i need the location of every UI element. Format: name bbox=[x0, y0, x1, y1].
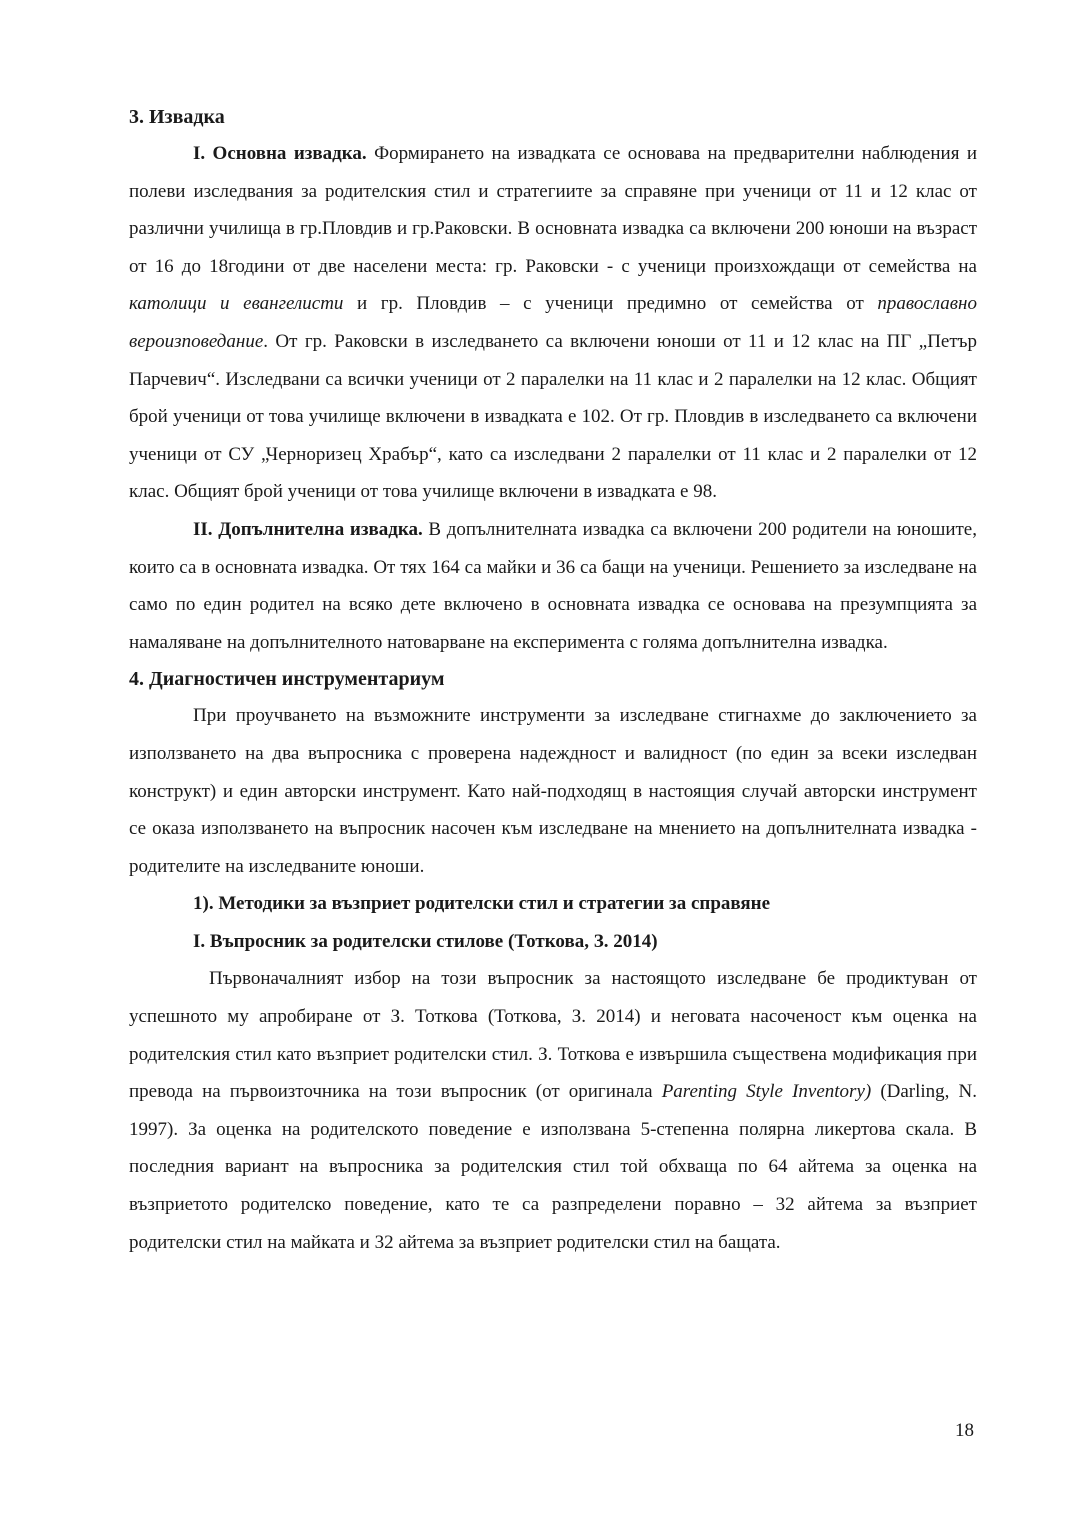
questionnaire-text-2: (Darling, N. 1997). За оценка на родителското поведение е използвана 5-степенна полярна ликертова скала. В последния вариант на въпросника за родителския стил той обхваща по 64 айтема за оценка на възприетото родителско поведение, като те са разпределени поравно – 32 айтема за възприет родителски стил на майката и 32 айтема за възприет родителски стил на бащата. bbox=[129, 1081, 977, 1253]
additional-sample-paragraph bbox=[129, 511, 977, 661]
main-sample-italic-2: православно вероизповедание bbox=[129, 293, 977, 352]
main-sample-italic-1: католици и евангелисти bbox=[129, 293, 344, 315]
page-content bbox=[129, 99, 977, 1261]
questionnaire-paragraph bbox=[129, 960, 977, 1261]
main-sample-label: І. Основна извадка. bbox=[193, 143, 367, 164]
main-sample-text-2: и гр. Пловдив – с ученици предимно от семейства от bbox=[343, 293, 878, 315]
main-sample-text-3: . От гр. Раковски в изследването са включени юноши от 11 и 12 клас на ПГ „Петър Парчевич“. Изследвани са всички ученици от 2 паралелки на 11 клас и 2 паралелки на 12 клас. Общият брой ученици от това училище включени в извадката е 102. От гр. Пловдив в изследването са включени ученици от СУ „Черноризец Храбър“, като са изследвани 2 паралелки от 11 клас и 2 паралелки от 12 клас. Общият брой ученици от това училище включени в извадката е 98. bbox=[129, 330, 977, 503]
additional-sample-text: В допълнителната извадка са включени 200 родители на юношите, които са в основната извадка. От тях 164 са майки и 36 са бащи на ученици. Решението за изследване на само по един родител на всяко дете включено в основната извадка се основава на презумпцията за намаляване на допълнителното натоварване на експеримента с голяма допълнителна извадка. bbox=[129, 518, 977, 653]
main-sample-paragraph bbox=[129, 135, 977, 511]
questionnaire-text-1: Първоначалният избор на този въпросник за настоящото изследване бе продиктуван от успешното му апробиране от З. Тоткова (Тоткова, З. 2014) и неговата насоченост към оценка на родителския стил като възприет родителски стил. З. Тоткова е извършила съществена модификация при превода на първоизточника на този въпросник (от оригинала bbox=[129, 968, 977, 1103]
section-3-heading: 3. Извадка bbox=[129, 106, 225, 128]
main-sample-text-1: Формирането на извадката се основава на предварителни наблюдения и полеви изследвания за родителския стил и стратегиите за справяне при ученици от 11 и 12 клас от различни училища в гр.Пловдив и гр.Раковски. В основната извадка са включени 200 юноши на възраст от 16 до 18години от две населени места: гр. Раковски - с ученици произхождащи от семейства на bbox=[129, 143, 977, 277]
questionnaire-italic: Parenting Style Inventory) bbox=[661, 1081, 872, 1103]
page-number: 18 bbox=[955, 1420, 974, 1441]
additional-sample-label: ІІ. Допълнителна извадка. bbox=[193, 518, 423, 540]
section-4-heading: 4. Диагностичен инструментариум bbox=[129, 668, 445, 691]
instruments-paragraph: При проучването на възможните инструменти за изследване стигнахме до заключението за използването на два въпросника с проверена надеждност и валидност (по един за всеки изследван конструкт) и един авторски инструмент. Като най-подходящ в настоящия случай авторски инструмент се оказа използването на въпросник насочен към изследване на мнението на допълнителната извадка - родителите на изследваните юноши. bbox=[129, 705, 977, 877]
questionnaire-subheading: І. Въпросник за родителски стилове (Тоткова, З. 2014) bbox=[193, 930, 658, 952]
methods-subheading: 1). Методики за възприет родителски стил и стратегии за справяне bbox=[193, 893, 771, 915]
